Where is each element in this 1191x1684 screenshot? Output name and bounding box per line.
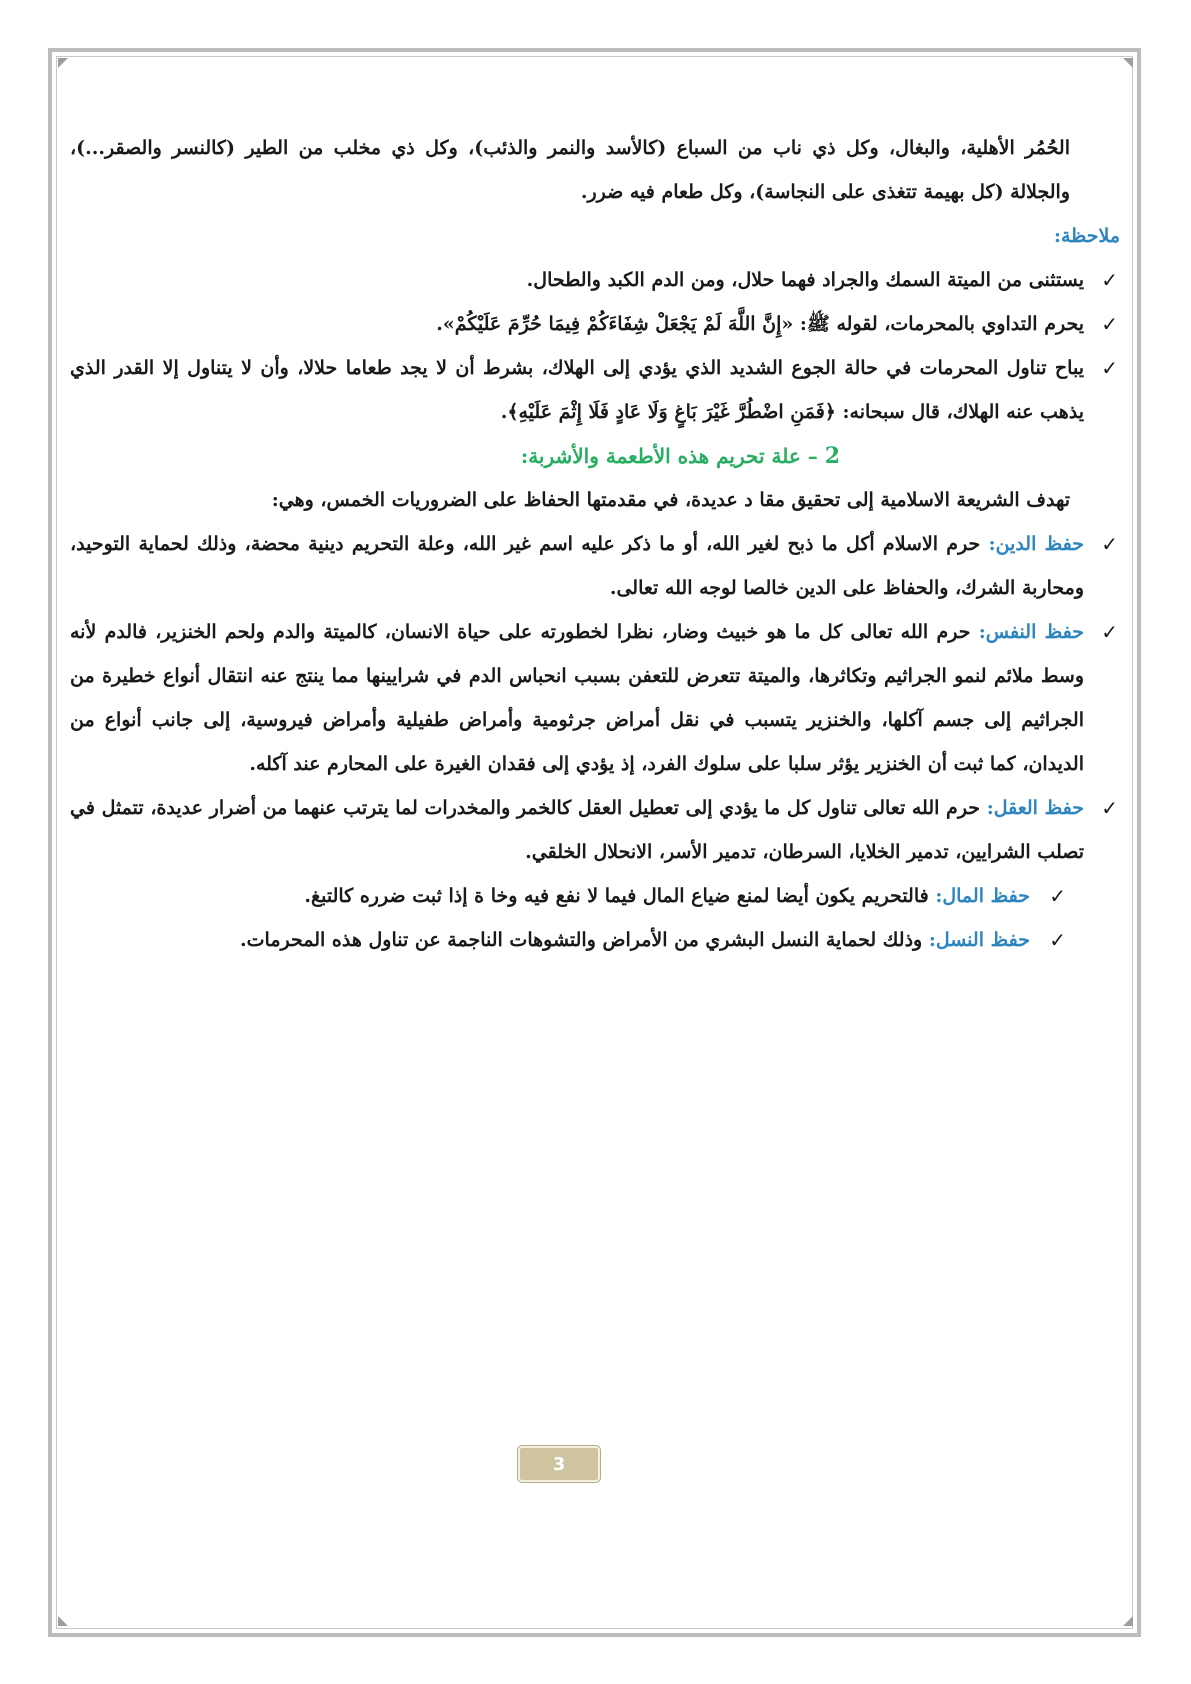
intro-paragraph (70, 126, 1120, 214)
item-text: وذلك لحماية النسل البشري من الأمراض والتشوهات الناجمة عن تناول هذه المحرمات. (240, 929, 929, 951)
list-item (70, 346, 1120, 434)
corner-ornament-icon (1123, 1616, 1133, 1626)
list-item (70, 874, 1120, 918)
intro-line-1: الحُمُر الأهلية، والبغال، وكل ذي ناب من السباع (كالأسد والنمر والذئب)، وكل ذي مخلب من الطير (كالنسر والصقر...)، (70, 137, 1070, 159)
list-item (70, 258, 1120, 302)
checkmark-icon: ✓ (1101, 312, 1118, 336)
corner-ornament-icon (1123, 58, 1133, 68)
note-text: يحرم التداوي بالمحرمات، لقوله ﷺ: «إِنَّ اللَّهَ لَمْ يَجْعَلْ شِفَاءَكُمْ فِيمَا حُرِّمَ عَلَيْكُمْ». (436, 313, 1084, 335)
list-item (70, 610, 1120, 786)
checkmark-icon: ✓ (1101, 796, 1118, 820)
item-text: حرم الله تعالى كل ما هو خبيث وضار، نظرا لخطورته على حياة الانسان، كالميتة والدم ولحم الخنزير، فالدم لأنه وسط ملائم لنمو الجراثيم وتكاثرها، والميتة تتعرض للتعفن بسبب انحباس الدم في شرايينها مما ينتج عنه انتقال أنواع خطيرة من الجراثيم إلى جسم آكلها، والخنزير يتسبب في نقل أمراض جرثومية وأمراض طفيلية وأمراض فيروسية، إلى جانب أنواع من الديدان، كما ثبت أن الخنزير يؤثر سلبا على سلوك الفرد، إذ يؤدي إلى فقدان الغيرة على المحارم عند آكله. (70, 621, 1084, 775)
list-item (70, 302, 1120, 346)
item-term: حفظ المال: (935, 885, 1030, 907)
note-text: يباح تناول المحرمات في حالة الجوع الشديد الذي يؤدي إلى الهلاك، بشرط أن لا يجد طعاما حلالا، وأن لا يتناول إلا القدر الذي يذهب عنه الهلاك، قال سبحانه: ﴿فَمَنِ اضْطُرَّ غَيْرَ بَاغٍ وَلَا عَادٍ فَلَا إِثْمَ عَلَيْهِ﴾. (70, 357, 1084, 423)
page-number: 3 (552, 1453, 566, 1475)
checkmark-icon: ✓ (1049, 884, 1066, 908)
item-term: حفظ العقل: (986, 797, 1084, 819)
corner-ornament-icon (58, 1616, 68, 1626)
checkmark-icon: ✓ (1101, 532, 1118, 556)
section-title: – علة تحريم هذه الأطعمة والأشربة: (520, 444, 818, 468)
item-term: حفظ النسل: (928, 929, 1030, 951)
list-item (70, 918, 1120, 962)
checkmark-icon: ✓ (1049, 928, 1066, 952)
section-heading (70, 434, 1120, 478)
intro-line-2: والجلالة (كل بهيمة تتغذى على النجاسة)، وكل طعام فيه ضرر. (580, 181, 1070, 203)
item-text: حرم الله تعالى تناول كل ما يؤدي إلى تعطيل العقل كالخمر والمخدرات لما يترتب عنهما من أضرار عديدة، تتمثل في تصلب الشرايين، تدمير الخلايا، السرطان، تدمير الأسر، الانحلال الخلقي. (70, 797, 1084, 863)
note-text: يستثنى من الميتة السمك والجراد فهما حلال، ومن الدم الكبد والطحال. (526, 269, 1084, 291)
page-number-badge (518, 1446, 600, 1482)
checkmark-icon: ✓ (1101, 620, 1118, 644)
objectives-list (70, 522, 1120, 962)
note-heading: ملاحظة: (1053, 225, 1120, 247)
item-term: حفظ النفس: (978, 621, 1084, 643)
checkmark-icon: ✓ (1101, 356, 1118, 380)
section-number: 2 (824, 443, 840, 469)
notes-list (70, 258, 1120, 434)
item-term: حفظ الدين: (988, 533, 1085, 555)
checkmark-icon: ✓ (1101, 268, 1118, 292)
corner-ornament-icon (58, 58, 68, 68)
list-item (70, 786, 1120, 874)
item-text: فالتحريم يكون أيضا لمنع ضياع المال فيما لا نفع فيه وخا ة إذا ثبت ضرره كالتبغ. (304, 885, 936, 907)
list-item (70, 522, 1120, 610)
document-body (70, 126, 1120, 962)
section-intro: تهدف الشريعة الاسلامية إلى تحقيق مقا د عديدة، في مقدمتها الحفاظ على الضروريات الخمس، وهي: (271, 489, 1070, 511)
item-text: حرم الاسلام أكل ما ذبح لغير الله، أو ما ذكر عليه اسم غير الله، وعلة التحريم دينية محضة، وذلك لحماية التوحيد، ومحاربة الشرك، والحفاظ على الدين خالصا لوجه الله تعالى. (70, 533, 1084, 599)
